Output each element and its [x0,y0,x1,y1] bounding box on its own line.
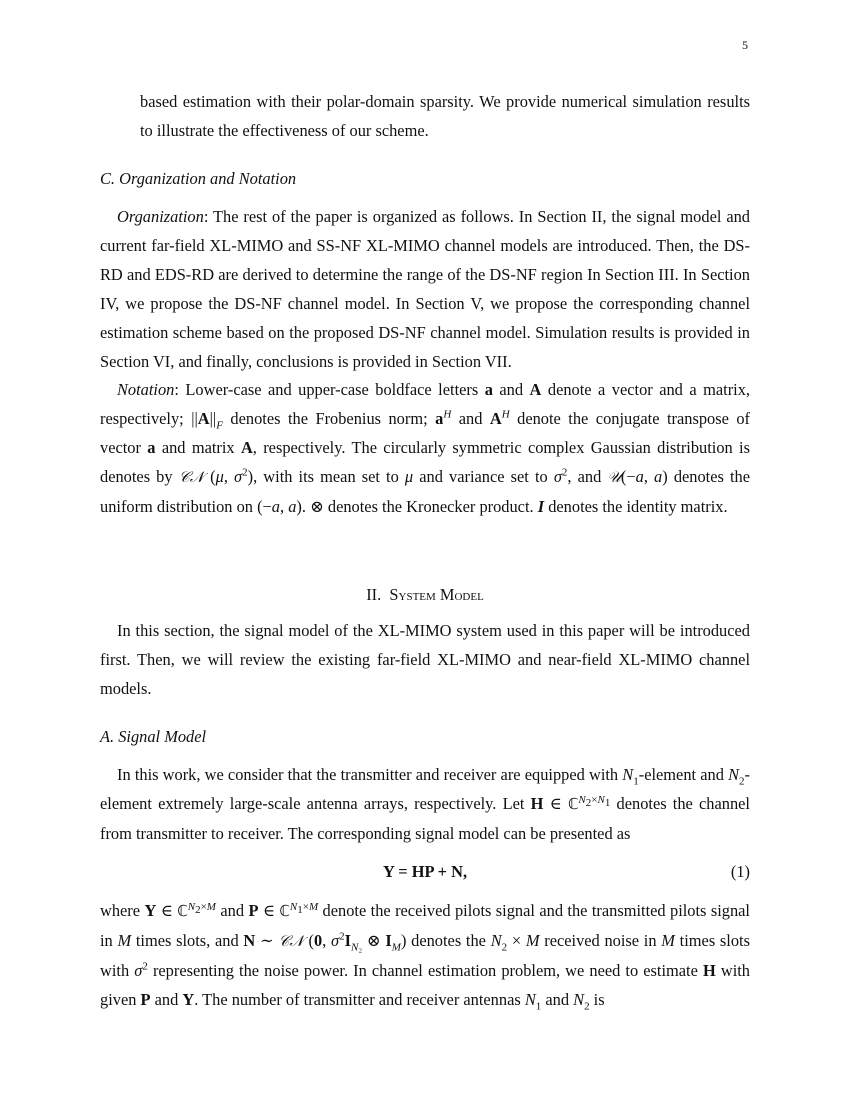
organization-label: Organization [117,207,204,226]
notation-text: denotes the uniform distribution on [100,467,751,516]
signal-text: is [589,990,605,1009]
notation-text: and [451,409,490,428]
notation-text: , respectively. The circularly symmetric complex Gaussian distribution is denotes by [100,438,750,486]
signal-text: where [100,901,145,920]
math-P-in-C: P ∈ ℂ$^{N_1\times M}$ [248,900,319,920]
math-Y: Y [182,990,195,1009]
signal-text: received noise in [539,931,662,950]
math-complex-gaussian: 𝒞𝒩 (μ, $\sigma^2$) [178,466,254,486]
math-a-hermitian: $a^H$ [435,408,452,428]
signal-text: In this work, we consider that the transmitter and receiver are equipped with [117,765,623,784]
math-matrix-A: A [529,380,542,399]
notation-text: , with its mean set to [253,467,405,486]
section-2-intro-paragraph: In this section, the signal model of the XL-MIMO system used in this paper will be introduced first. Then, we will review the existing far-field XL-MIMO and near-field XL-MIMO channel models. [100,621,750,698]
equation-1 [100,857,750,886]
signal-text: representing the noise power. In channel estimation problem, we need to estimate [147,961,703,980]
math-H-in-C: H ∈ ℂ$^{N_2\times N_1}$ [530,793,611,813]
section-2-number: II. [366,585,382,604]
notation-text: , and [567,467,608,486]
equation-number: (1) [730,862,750,881]
signal-text: with given [100,961,750,1009]
math-N2: $N_2$ [573,990,590,1013]
math-vector-a: a [484,380,493,399]
section-2-heading [0,585,850,605]
math-P: P [140,990,151,1009]
signal-text: times slots, and [131,931,244,950]
notation-text: . [301,497,311,516]
intro-continuation-paragraph: based estimation with their polar-domain sparsity. We provide numerical simulation results to illustrate the effectiveness of our scheme. [140,92,750,140]
math-N2: $N_2$ [728,765,745,788]
organization-text: : The rest of the paper is organized as follows. In Section II, the signal model and current far-field XL-MIMO and SS-NF XL-MIMO channel models are introduced. Then, the DS-RD and EDS-RD are derived to determine the range of the DS-NF region In Section III. In Section IV, we propose the DS-NF channel model. In Section V, we propose the corresponding channel estimation scheme based on the proposed DS-NF channel model. Simulation results is provided in Section VI, and finally, conclusions is provided in Section VII. [100,207,750,371]
math-M: M [661,931,675,950]
notation-text: denotes the Kronecker product. [323,497,538,516]
math-vector-a: a [147,438,156,457]
math-sigma-squared: $\sigma^2$ [553,466,568,486]
signal-text: denotes the [406,931,491,950]
math-kronecker: ⊗ [310,497,324,516]
section-c-heading: C. Organization and Notation [100,169,297,188]
math-frobenius-norm: $||A||_F$ [191,409,223,432]
math-M: M [117,931,132,950]
signal-text: and [541,990,574,1009]
notation-text: denote a vector and a matrix, respectively; [100,380,750,428]
math-N1: $N_1$ [622,765,639,788]
math-identity: I [537,497,545,516]
notation-text: and matrix [155,438,241,457]
signal-model-paragraph [100,760,750,848]
notation-text: and variance set to [413,467,554,486]
notation-text: denotes the Frobenius norm; [222,409,436,428]
notation-text: and [492,380,530,399]
signal-model-paragraph-2 [100,896,750,1014]
math-sigma-squared: $\sigma^2$ [134,960,148,980]
math-N2-by-M: $N_2 \times M$ [490,931,540,954]
notation-label: Notation [117,380,175,399]
signal-text: and [150,990,183,1009]
notation-paragraph [100,375,750,521]
math-matrix-A: A [240,438,253,457]
notation-text: denote the conjugate transpose of vector [100,409,750,457]
signal-text: . The number of transmitter and receiver antennas [194,990,525,1009]
math-H: H [703,961,716,980]
math-N1: $N_1$ [524,990,542,1013]
signal-text: -element and [638,765,729,784]
signal-text: -element extremely large-scale antenna arrays, respectively. Let [100,765,750,813]
math-A-hermitian: $A^H$ [489,408,510,428]
page-number: 5 [742,38,748,52]
organization-paragraph [100,202,750,376]
section-2-title: System Model [389,585,484,604]
signal-text: and [215,901,249,920]
signal-text: denote the received pilots signal and the transmitted pilots signal in [100,901,750,950]
math-Y-in-C: Y ∈ ℂ$^{N_2\times M}$ [144,900,216,920]
section-a-heading: A. Signal Model [100,727,207,746]
signal-text: times slots with [100,931,750,980]
equation-body: Y = HP + N, [382,862,468,881]
math-mu: μ [404,467,414,486]
notation-text: denotes the identity matrix. [544,497,728,516]
math-uniform-dist: 𝒰(−a, a) [607,467,668,486]
math-noise-dist: N ∼ 𝒞𝒩 (0, $\sigma^2I_{N_2}$ ⊗ $I_M$) [243,930,407,954]
notation-text: : Lower-case and upper-case boldface letters [174,380,485,399]
signal-text: denotes the channel from transmitter to receiver. The corresponding signal model can be presented as [100,794,750,843]
math-interval: (−a, a) [257,497,302,516]
